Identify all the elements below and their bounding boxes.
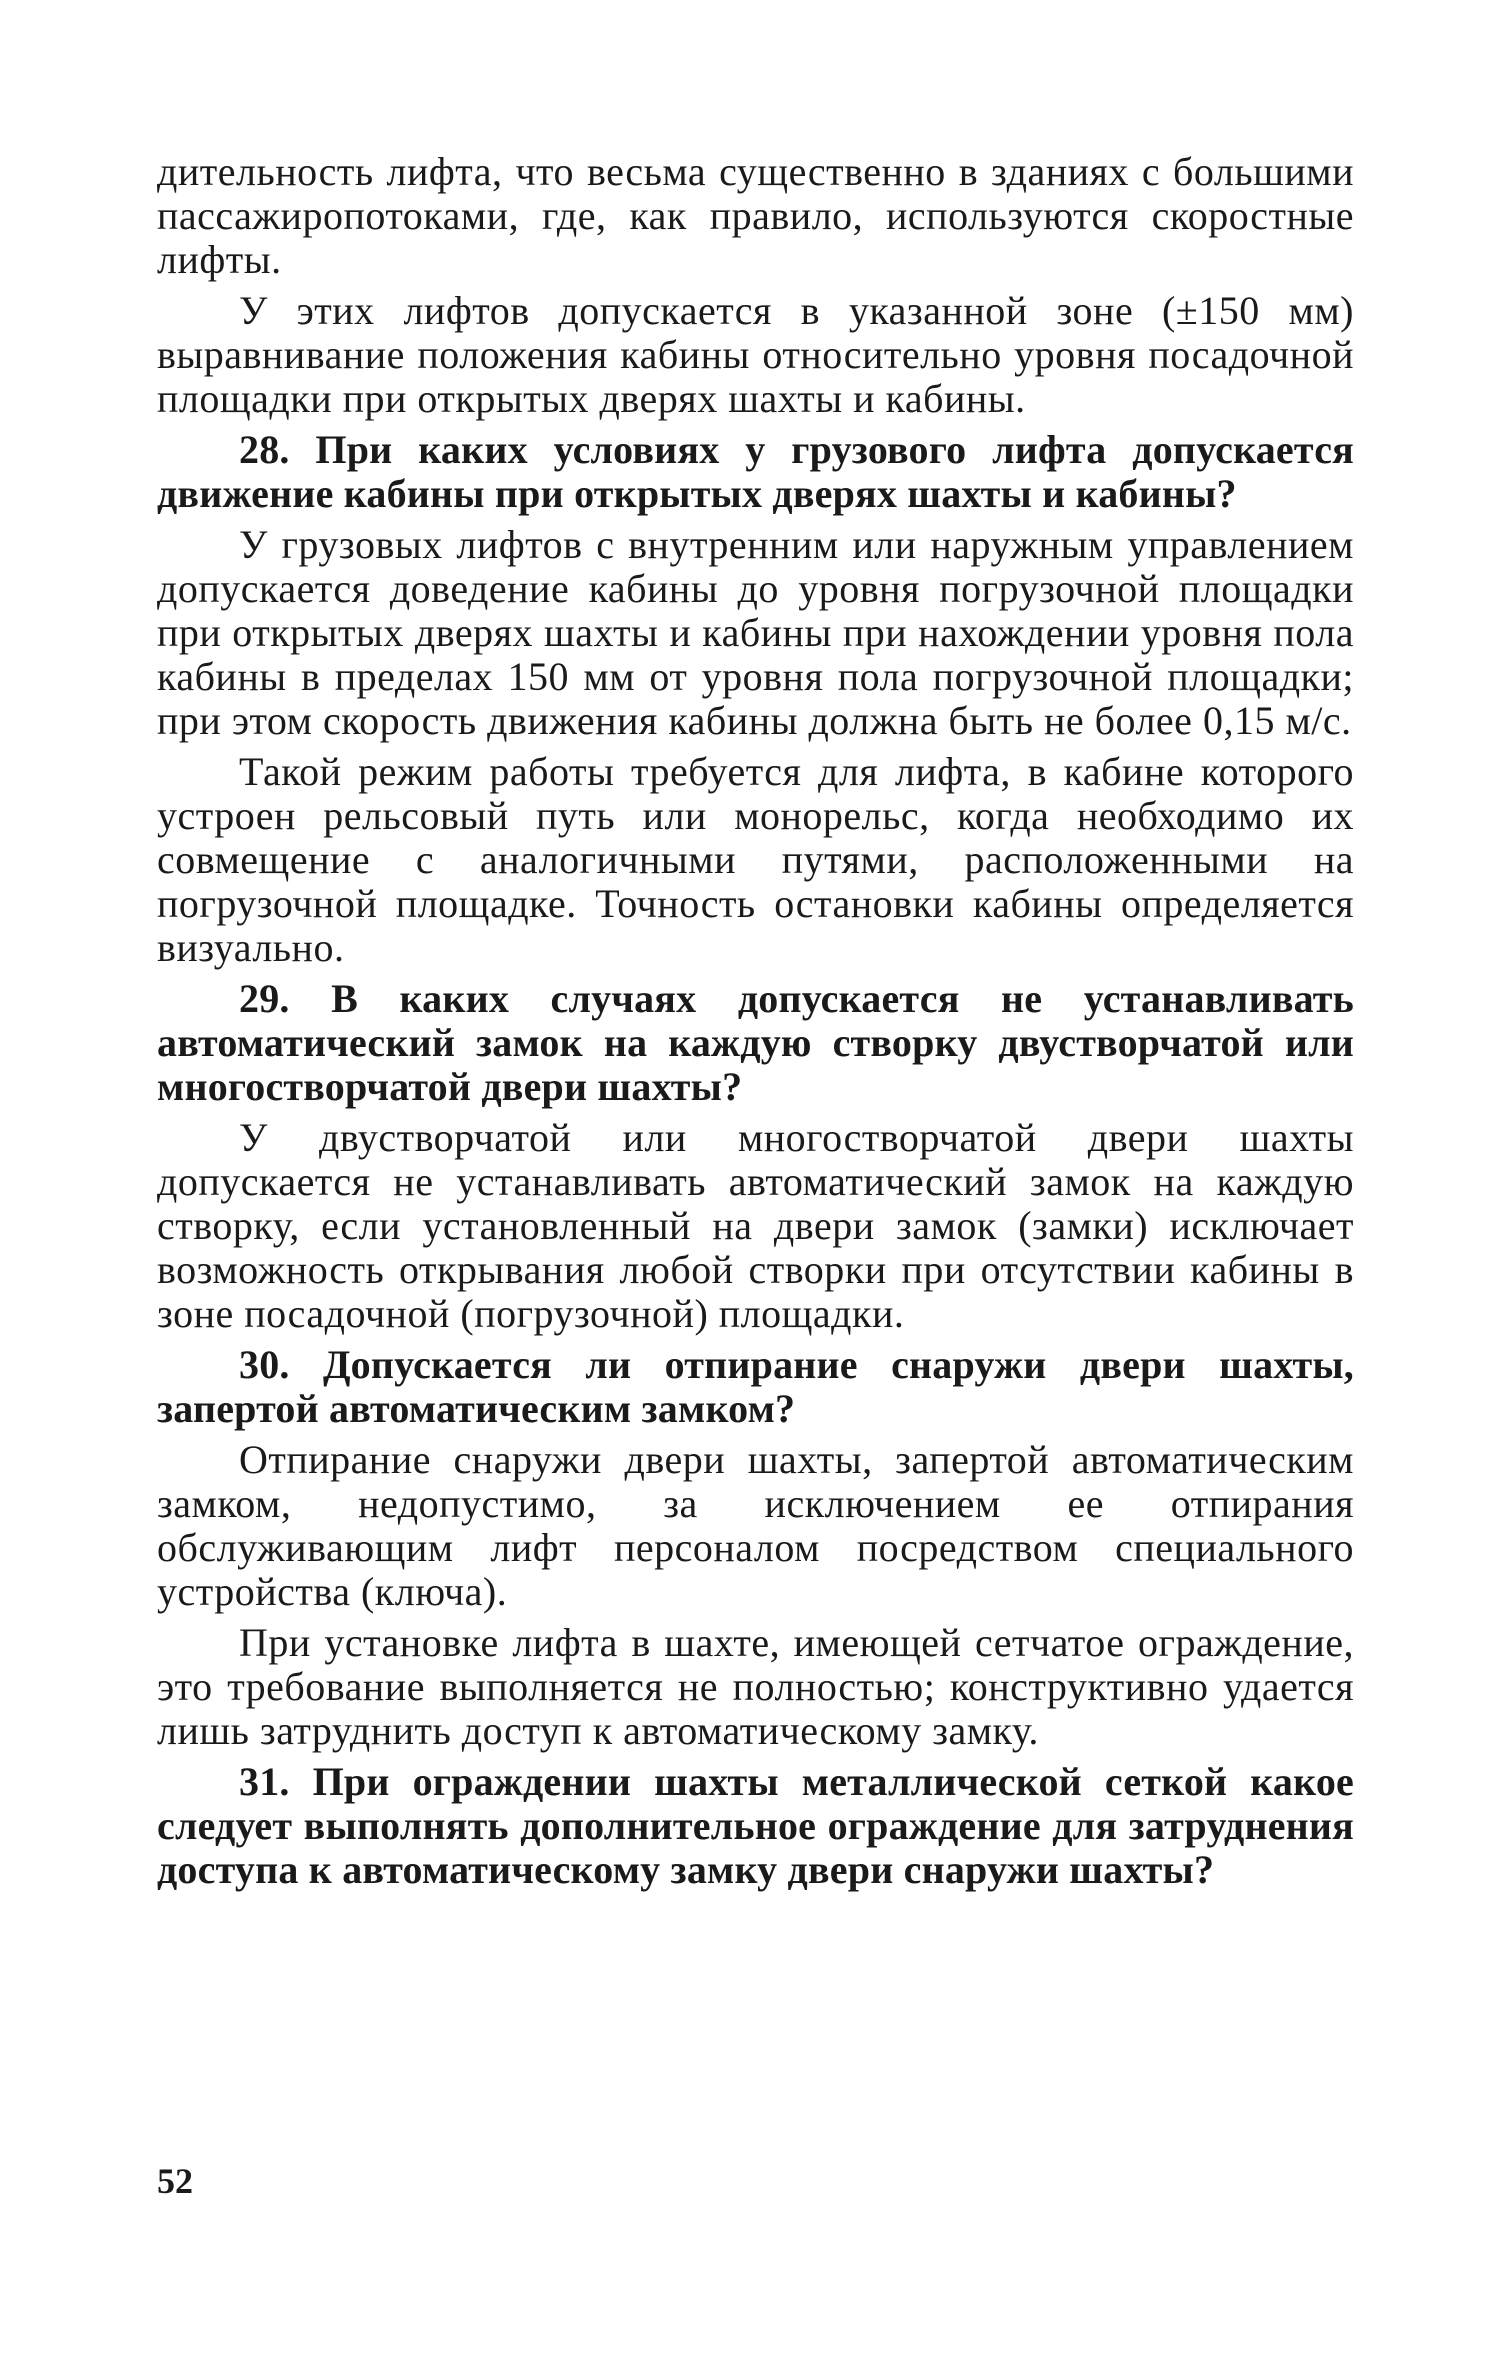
question-29: 29. В каких случаях допускается не устанавливать автоматический замок на каждую створку двустворчатой или многостворчатой двери шахты? <box>157 976 1354 1109</box>
paragraph-continuation: дительность лифта, что весьма существенно в зданиях с большими пассажиропотоками, где, как правило, используются скоростные лифты. <box>157 149 1354 282</box>
question-28: 28. При каких условиях у грузового лифта допускается движение кабины при открытых дверях шахты и кабины? <box>157 427 1354 516</box>
page-number: 52 <box>157 2161 193 2201</box>
paragraph: Такой режим работы требуется для лифта, в кабине которого устроен рельсовый путь или монорельс, когда необходимо их совмещение с аналогичными путями, расположенными на погрузочной площадке. Точность остановки кабины определяется визуально. <box>157 749 1354 970</box>
question-30: 30. Допускается ли отпирание снаружи двери шахты, запертой автоматическим замком? <box>157 1342 1354 1431</box>
question-31: 31. При ограждении шахты металлической сеткой какое следует выполнять дополнительное ограждение для затруднения доступа к автоматическому замку двери снаружи шахты? <box>157 1759 1354 1892</box>
text-column <box>157 150 1354 1899</box>
paragraph: При установке лифта в шахте, имеющей сетчатое ограждение, это требование выполняется не полностью; конструктивно удается лишь затруднить доступ к автоматическому замку. <box>157 1620 1354 1753</box>
paragraph: У грузовых лифтов с внутренним или наружным управлением допускается доведение кабины до уровня погрузочной площадки при открытых дверях шахты и кабины при нахождении уровня пола кабины в пределах 150 мм от уровня пола погрузочной площадки; при этом скорость движения кабины должна быть не более 0,15 м/с. <box>157 522 1354 743</box>
paragraph: У этих лифтов допускается в указанной зоне (±150 мм) выравнивание положения кабины относительно уровня посадочной площадки при открытых дверях шахты и кабины. <box>157 288 1354 421</box>
paragraph: Отпирание снаружи двери шахты, запертой автоматическим замком, недопустимо, за исключением ее отпирания обслуживающим лифт персоналом посредством специального устройства (ключа). <box>157 1437 1354 1614</box>
paragraph: У двустворчатой или многостворчатой двери шахты допускается не устанавливать автоматический замок на каждую створку, если установленный на двери замок (замки) исключает возможность открывания любой створки при отсутствии кабины в зоне посадочной (погрузочной) площадки. <box>157 1115 1354 1336</box>
